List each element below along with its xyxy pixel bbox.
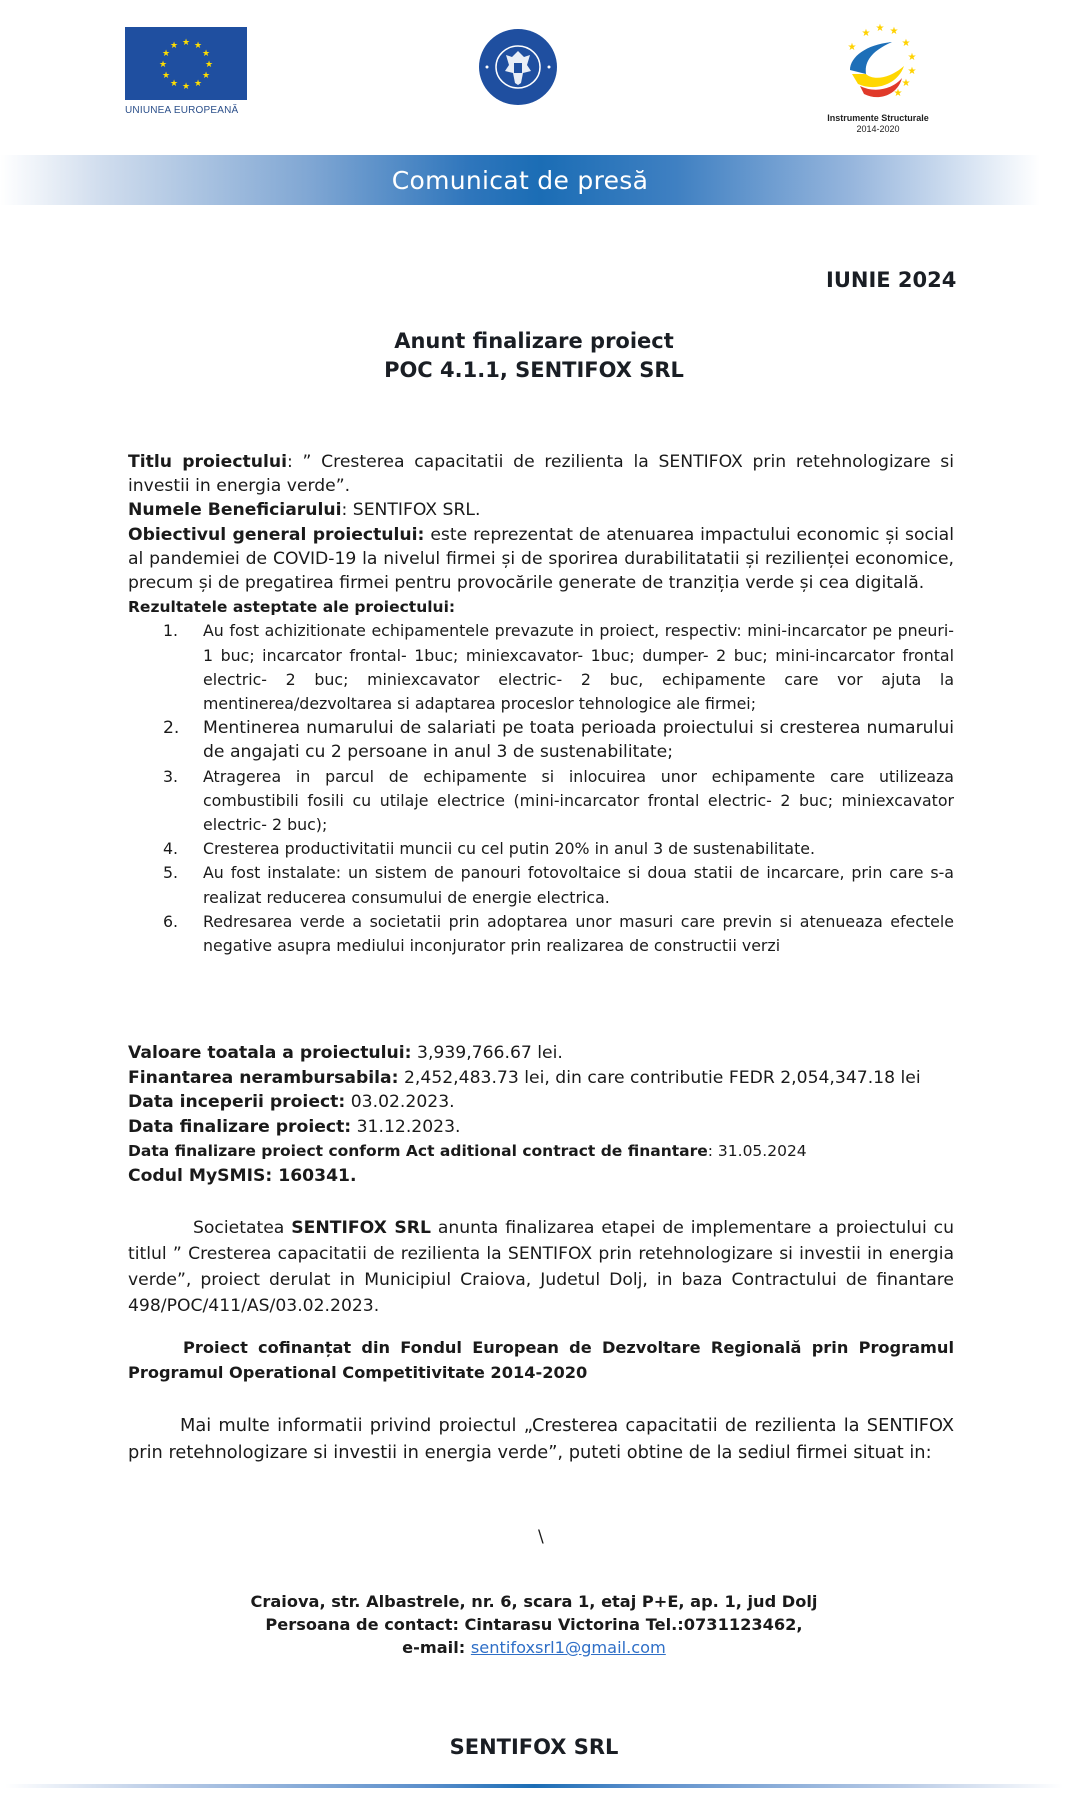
footer-company-name: SENTIFOX SRL (449, 1735, 619, 1759)
announcement-paragraph (128, 1215, 954, 1319)
svg-text:★: ★ (875, 23, 885, 34)
footer-divider (5, 1784, 1063, 1788)
item-number: 1. (163, 621, 179, 641)
item-text: Redresarea verde a societatii prin adoptarea unor masuri care previn si atenueaza efectele negative asupra mediului inconjurator prin realizarea de constructii verzi (203, 911, 954, 956)
caption-line1: Instrumente Structurale (827, 113, 929, 123)
results-list (128, 619, 954, 958)
total-value (128, 1041, 1028, 1066)
item-number: 5. (163, 863, 179, 883)
grant-value (128, 1066, 1028, 1091)
heading-line1: Anunt finalizare proiect (394, 329, 674, 353)
svg-text:★: ★ (901, 38, 911, 49)
announcement-text: anunta finalizarea etapei de implementare a proiectului cu titlul ” Cresterea capacitatii de rezilienta la SENTIFOX prin retehnologizare si investii in energia verde”, proiect derulat in Municipiul Craiova, Judetul Dolj, in baza Contractului de finantare 498/POC/411/AS/03.02.2023. (128, 1218, 954, 1316)
label: Codul MySMIS (128, 1165, 266, 1186)
list-item (128, 861, 954, 909)
svg-text:★: ★ (169, 41, 179, 51)
svg-text:★: ★ (861, 28, 871, 39)
structural-instruments-caption (808, 113, 948, 135)
svg-text:★: ★ (201, 71, 211, 81)
item-number: 6. (163, 911, 179, 931)
svg-text:★: ★ (169, 79, 179, 89)
eu-logo (125, 27, 250, 117)
caption-line2: 2014-2020 (856, 124, 900, 134)
email-link[interactable]: sentifoxsrl1@gmail.com (470, 1638, 666, 1657)
list-item (128, 765, 954, 838)
value: 3,939,766.67 lei. (411, 1043, 563, 1063)
value: : 31.05.2024 (707, 1142, 807, 1160)
svg-text:★: ★ (193, 79, 203, 89)
svg-text:★: ★ (193, 41, 203, 51)
item-number: 2. (163, 718, 180, 739)
project-details (128, 450, 954, 958)
email-line (0, 1636, 1068, 1659)
label: Finantarea nerambursabila: (128, 1067, 399, 1088)
item-text: Cresterea productivitatii muncii cu cel putin 20% in anul 3 de sustenabilitate. (203, 839, 816, 859)
banner-title: Comunicat de presă (391, 165, 649, 195)
start-date (128, 1090, 1028, 1115)
eu-caption: UNIUNEA EUROPEANĂ (125, 105, 239, 116)
structural-instruments-logo (808, 22, 948, 134)
finance-details (128, 1041, 1028, 1188)
label: Valoare toatala a proiectului: (128, 1043, 412, 1063)
list-item (128, 910, 954, 958)
item-text: Au fost instalate: un sistem de panouri fotovoltaice si doua statii de incarcare, prin care s-a realizat reducerea consumului de energie electrica. (203, 863, 954, 907)
structural-instruments-icon (828, 22, 928, 107)
svg-text:★: ★ (847, 42, 857, 53)
svg-text:★: ★ (907, 52, 917, 63)
value: : 160341. (265, 1165, 357, 1186)
label: Data finalizare proiect conform Act aditional contract de finantare (128, 1142, 708, 1160)
value: 03.02.2023. (345, 1092, 455, 1112)
contact-person: Persoana de contact: Cintarasu Victorina Tel.:0731123462, (265, 1615, 803, 1634)
press-release-banner (0, 155, 1040, 205)
end-date (128, 1115, 1028, 1140)
contact-block (0, 1590, 1068, 1659)
value: 31.12.2023. (351, 1116, 461, 1137)
more-info-paragraph: Mai multe informatii privind proiectul „Cresterea capacitatii de rezilienta la SENTIFOX prin retehnologizare si investii in energia verde”, puteti obtine de la sediul firmei situat in: (128, 1415, 954, 1463)
general-objective (128, 523, 954, 596)
svg-text:★: ★ (204, 60, 214, 70)
svg-text:★: ★ (889, 26, 899, 37)
item-text: Atragerea in parcul de echipamente si inlocuirea unor echipamente care utilizeaza combustibili fosili cu utilaje electrice (mini-incarcator frontal electric- 2 buc; miniexcavator electric- 2 buc); (203, 766, 954, 835)
svg-text:★: ★ (161, 49, 171, 59)
heading-line2: POC 4.1.1, SENTIFOX SRL (384, 358, 684, 382)
label: Obiectivul general proiectului: (128, 524, 425, 545)
value: : SENTIFOX SRL. (341, 500, 481, 521)
address: Craiova, str. Albastrele, nr. 6, scara 1, etaj P+E, ap. 1, jud Dolj (250, 1592, 818, 1611)
list-item (128, 837, 954, 861)
romanian-government-seal-icon (477, 27, 559, 107)
amended-end-date (128, 1139, 1028, 1164)
email-label: e-mail: (402, 1638, 471, 1657)
stray-mark: \ (538, 1527, 544, 1547)
svg-text:★: ★ (901, 78, 911, 89)
list-item (128, 619, 954, 716)
svg-text:★: ★ (893, 88, 903, 99)
beneficiary (128, 498, 954, 522)
prefix: Societatea (193, 1218, 292, 1238)
svg-text:★: ★ (201, 49, 211, 59)
value: 2,452,483.73 lei, din care contributie FEDR 2,054,347.18 lei (398, 1067, 921, 1088)
svg-text:★: ★ (907, 66, 917, 77)
results-heading: Rezultatele asteptate ale proiectului: (128, 598, 456, 617)
item-text: Au fost achizitionate echipamentele prevazute in proiect, respectiv: mini-incarcator pe pneuri- 1 buc; incarcator frontal- 1buc; miniexcavator- 1buc; dumper- 2 buc; mini-incarcator frontal electric- 2 buc; miniexcavator electric- 2 buc, echipamente care vor ajuta la mentinerea/dezvoltarea si adaptarea proceslor tehnologice ale firmei; (203, 621, 954, 714)
label: Numele Beneficiarului (128, 500, 342, 521)
item-number: 3. (163, 766, 179, 786)
document-heading (0, 327, 1068, 385)
list-item (128, 716, 954, 764)
company-name: SENTIFOX SRL (291, 1218, 431, 1238)
item-text: Mentinerea numarului de salariati pe toata perioada proiectului si cresterea numarului de angajati cu 2 persoane in anul 3 de sustenabilitate; (203, 718, 954, 763)
cofinancing-statement: Proiect cofinanțat din Fondul European de Dezvoltare Regională prin Programul Programul Operational Competitivitate 2014-2020 (128, 1338, 954, 1382)
value: : ” Cresterea capacitatii de rezilienta la SENTIFOX prin retehnologizare si investii in energia verde”. (128, 452, 954, 497)
svg-text:★: ★ (161, 71, 171, 81)
value: este reprezentat de atenuarea impactului economic și social al pandemiei de COVID-19 la nivelul firmei și de sporirea durabilitatatii și rezilienței economice, precum și de pregatirea firmei pentru provocările generate de tranziția verde și cea digitală. (128, 524, 954, 594)
document-date: IUNIE 2024 (826, 268, 957, 292)
project-title (128, 450, 954, 498)
mysmis-code (128, 1164, 1028, 1189)
svg-text:★: ★ (181, 82, 191, 92)
label: Data finalizare proiect: (128, 1116, 352, 1137)
eu-flag-icon (125, 27, 247, 100)
label: Data inceperii proiect: (128, 1092, 346, 1112)
item-number: 4. (163, 839, 179, 859)
svg-text:★: ★ (181, 38, 191, 48)
label: Titlu proiectului (128, 452, 288, 472)
svg-text:★: ★ (158, 60, 168, 70)
